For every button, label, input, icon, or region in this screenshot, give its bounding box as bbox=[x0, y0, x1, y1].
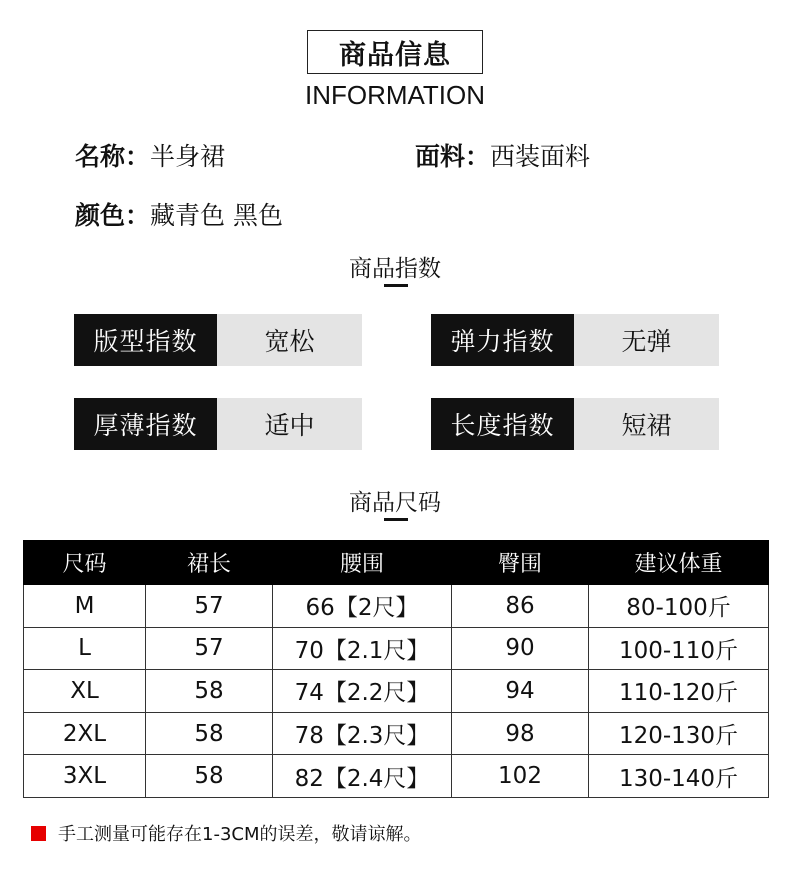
index-item-thickness bbox=[74, 398, 362, 450]
color-label: 颜色： bbox=[75, 201, 151, 230]
cell-size: L bbox=[24, 627, 146, 670]
cell-hip: 94 bbox=[452, 670, 589, 713]
fabric-value: 西装面料 bbox=[490, 142, 591, 171]
cell-waist: 74【2.2尺】 bbox=[273, 670, 452, 713]
table-row bbox=[24, 670, 769, 713]
cell-weight: 110-120斤 bbox=[589, 670, 769, 713]
page-subtitle: INFORMATION bbox=[304, 80, 486, 110]
table-row bbox=[24, 755, 769, 798]
cell-waist: 78【2.3尺】 bbox=[273, 712, 452, 755]
cell-length: 58 bbox=[146, 755, 273, 798]
index-item-value: 宽松 bbox=[217, 314, 362, 366]
table-row bbox=[24, 712, 769, 755]
cell-weight: 120-130斤 bbox=[589, 712, 769, 755]
index-section-title: 商品指数 bbox=[349, 256, 441, 282]
index-item-key: 弹力指数 bbox=[431, 314, 574, 366]
cell-length: 57 bbox=[146, 627, 273, 670]
column-header-length: 裙长 bbox=[146, 541, 273, 585]
page-title-box bbox=[307, 30, 483, 74]
note-text: 手工测量可能存在1-3CM的误差，敬请谅解。 bbox=[58, 824, 422, 845]
size-table bbox=[23, 540, 769, 798]
column-header-hip: 臀围 bbox=[452, 541, 589, 585]
color-line bbox=[75, 196, 283, 232]
page-title: 商品信息 bbox=[339, 39, 451, 71]
product-name-line bbox=[75, 137, 225, 173]
cell-size: 3XL bbox=[24, 755, 146, 798]
cell-hip: 90 bbox=[452, 627, 589, 670]
cell-weight: 100-110斤 bbox=[589, 627, 769, 670]
cell-size: M bbox=[24, 585, 146, 628]
cell-waist: 66【2尺】 bbox=[273, 585, 452, 628]
size-table-header bbox=[24, 541, 769, 585]
fabric-line bbox=[415, 137, 590, 173]
cell-hip: 86 bbox=[452, 585, 589, 628]
product-name-value: 半身裙 bbox=[150, 142, 226, 171]
cell-size: 2XL bbox=[24, 712, 146, 755]
index-item-key: 版型指数 bbox=[74, 314, 217, 366]
cell-weight: 130-140斤 bbox=[589, 755, 769, 798]
table-row bbox=[24, 585, 769, 628]
size-section-underline bbox=[384, 518, 408, 521]
cell-size: XL bbox=[24, 670, 146, 713]
table-row bbox=[24, 627, 769, 670]
cell-hip: 102 bbox=[452, 755, 589, 798]
column-header-size: 尺码 bbox=[24, 541, 146, 585]
index-item-key: 长度指数 bbox=[431, 398, 574, 450]
cell-length: 57 bbox=[146, 585, 273, 628]
cell-waist: 70【2.1尺】 bbox=[273, 627, 452, 670]
index-section-underline bbox=[384, 284, 408, 287]
fabric-label: 面料： bbox=[415, 142, 491, 171]
cell-length: 58 bbox=[146, 670, 273, 713]
index-item-value: 短裙 bbox=[574, 398, 719, 450]
index-item-key: 厚薄指数 bbox=[74, 398, 217, 450]
product-name-label: 名称： bbox=[75, 142, 151, 171]
cell-length: 58 bbox=[146, 712, 273, 755]
cell-hip: 98 bbox=[452, 712, 589, 755]
index-item-length bbox=[431, 398, 719, 450]
index-item-fit bbox=[74, 314, 362, 366]
note-marker-icon bbox=[31, 826, 46, 841]
size-section-title: 商品尺码 bbox=[349, 490, 441, 516]
column-header-weight: 建议体重 bbox=[589, 541, 769, 585]
cell-weight: 80-100斤 bbox=[589, 585, 769, 628]
index-item-elasticity bbox=[431, 314, 719, 366]
index-item-value: 适中 bbox=[217, 398, 362, 450]
cell-waist: 82【2.4尺】 bbox=[273, 755, 452, 798]
measurement-note bbox=[31, 820, 422, 846]
color-value: 藏青色 黑色 bbox=[150, 201, 283, 230]
column-header-waist: 腰围 bbox=[273, 541, 452, 585]
index-item-value: 无弹 bbox=[574, 314, 719, 366]
